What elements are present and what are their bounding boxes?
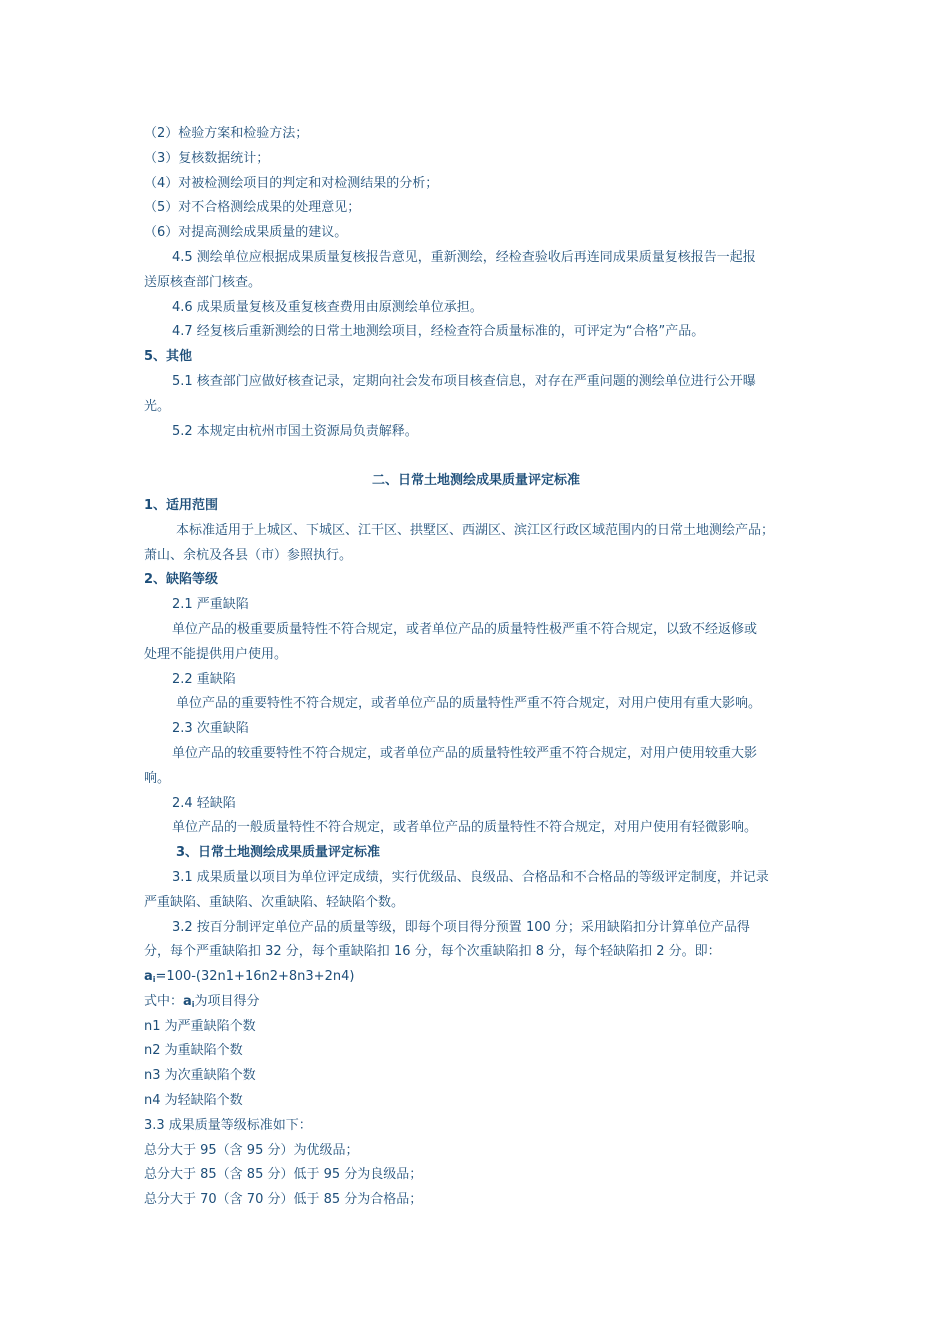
variable-definition: n3 为次重缺陷个数	[144, 1068, 256, 1084]
paragraph-line: 光。	[144, 398, 171, 414]
formula-label: 式中：	[144, 993, 184, 1009]
paragraph-line: 4.7 经复核后重新测绘的日常土地测绘项目，经检查符合质量标准的，可评定为“合格”产品。	[172, 324, 705, 340]
formula-subscript: i	[191, 999, 195, 1009]
paragraph-line: 单位产品的较重要特性不符合规定，或者单位产品的质量特性较严重不符合规定，对用户使用较重大影	[172, 745, 758, 761]
paragraph-line: 分，每个严重缺陷扣 32 分，每个重缺陷扣 16 分，每个次重缺陷扣 8 分，每个轻缺陷扣 2 分。即：	[144, 944, 721, 960]
paragraph-line: 4.6 成果质量复核及重复核查费用由原测绘单位承担。	[172, 299, 483, 315]
paragraph-line: 萧山、余杭及各县（市）参照执行。	[144, 547, 353, 563]
section-heading: 2、缺陷等级	[144, 572, 219, 588]
list-item: （6）对提高测绘成果质量的建议。	[144, 225, 348, 241]
paragraph-line: 单位产品的极重要质量特性不符合规定，或者单位产品的质量特性极严重不符合规定，以致不经返修或	[172, 621, 758, 637]
formula-explanation	[144, 990, 808, 1015]
formula-desc: 为项目得分	[194, 993, 260, 1009]
list-item: （5）对不合格测绘成果的处理意见；	[144, 200, 361, 216]
formula-subscript: i	[152, 975, 156, 985]
variable-definition: n2 为重缺陷个数	[144, 1043, 243, 1059]
paragraph-line: 严重缺陷、重缺陷、次重缺陷、轻缺陷个数。	[144, 894, 405, 910]
paragraph-line: 5.1 核查部门应做好核查记录，定期向社会发布项目核查信息，对存在严重问题的测绘单位进行公开曝	[172, 373, 756, 389]
variable-definition: n1 为严重缺陷个数	[144, 1018, 256, 1034]
section-heading: 3、日常土地测绘成果质量评定标准	[176, 845, 381, 861]
variable-definition: n4 为轻缺陷个数	[144, 1093, 243, 1109]
subsection-heading: 2.3 次重缺陷	[172, 721, 249, 737]
paragraph-line: 处理不能提供用户使用。	[144, 646, 288, 662]
paragraph-line: 3.2 按百分制评定单位产品的质量等级，即每个项目得分预置 100 分；采用缺陷扣分计算单位产品得	[172, 919, 750, 935]
paragraph-line: 3.3 成果质量等级标准如下：	[144, 1117, 312, 1133]
subsection-heading: 2.2 重缺陷	[172, 671, 236, 687]
paragraph-line: 4.5 测绘单位应根据成果质量复核报告意见，重新测绘，经检查验收后再连同成果质量复核报告一起报	[172, 249, 756, 265]
grade-rule: 总分大于 85（含 85 分）低于 95 分为良级品；	[144, 1167, 423, 1183]
section-heading: 5、其他	[144, 349, 193, 365]
paragraph-line: 响。	[144, 770, 171, 786]
list-item: （3）复核数据统计；	[144, 150, 270, 166]
paragraph-line: 单位产品的重要特性不符合规定，或者单位产品的质量特性严重不符合规定，对用户使用有重大影响。	[176, 696, 762, 712]
document-page	[144, 122, 808, 1213]
formula-variable: a	[183, 993, 192, 1009]
formula-variable: a	[144, 969, 153, 985]
paragraph-line: 单位产品的一般质量特性不符合规定，或者单位产品的质量特性不符合规定，对用户使用有轻微影响。	[172, 820, 758, 836]
paragraph-line: 5.2 本规定由杭州市国土资源局负责解释。	[172, 423, 418, 439]
subsection-heading: 2.4 轻缺陷	[172, 795, 236, 811]
paragraph-line: 送原核查部门核查。	[144, 274, 262, 290]
grade-rule: 总分大于 95（含 95 分）为优级品；	[144, 1142, 359, 1158]
grade-rule: 总分大于 70（含 70 分）低于 85 分为合格品；	[144, 1192, 423, 1208]
spacer	[144, 444, 808, 469]
paragraph-line: 本标准适用于上城区、下城区、江干区、拱墅区、西湖区、滨江区行政区域范围内的日常土地测绘产品；	[176, 522, 775, 538]
section-heading: 1、适用范围	[144, 497, 219, 513]
subsection-heading: 2.1 严重缺陷	[172, 597, 249, 613]
formula-expression: =100-(32n1+16n2+8n3+2n4)	[155, 969, 355, 985]
list-item: （2）检验方案和检验方法；	[144, 126, 309, 141]
chapter-title: 二、日常土地测绘成果质量评定标准	[371, 473, 580, 489]
list-item: （4）对被检测绘项目的判定和对检测结果的分析；	[144, 175, 439, 191]
formula-line	[144, 965, 808, 990]
paragraph-line: 3.1 成果质量以项目为单位评定成绩，实行优级品、良级品、合格品和不合格品的等级评定制度，并记录	[172, 869, 769, 885]
